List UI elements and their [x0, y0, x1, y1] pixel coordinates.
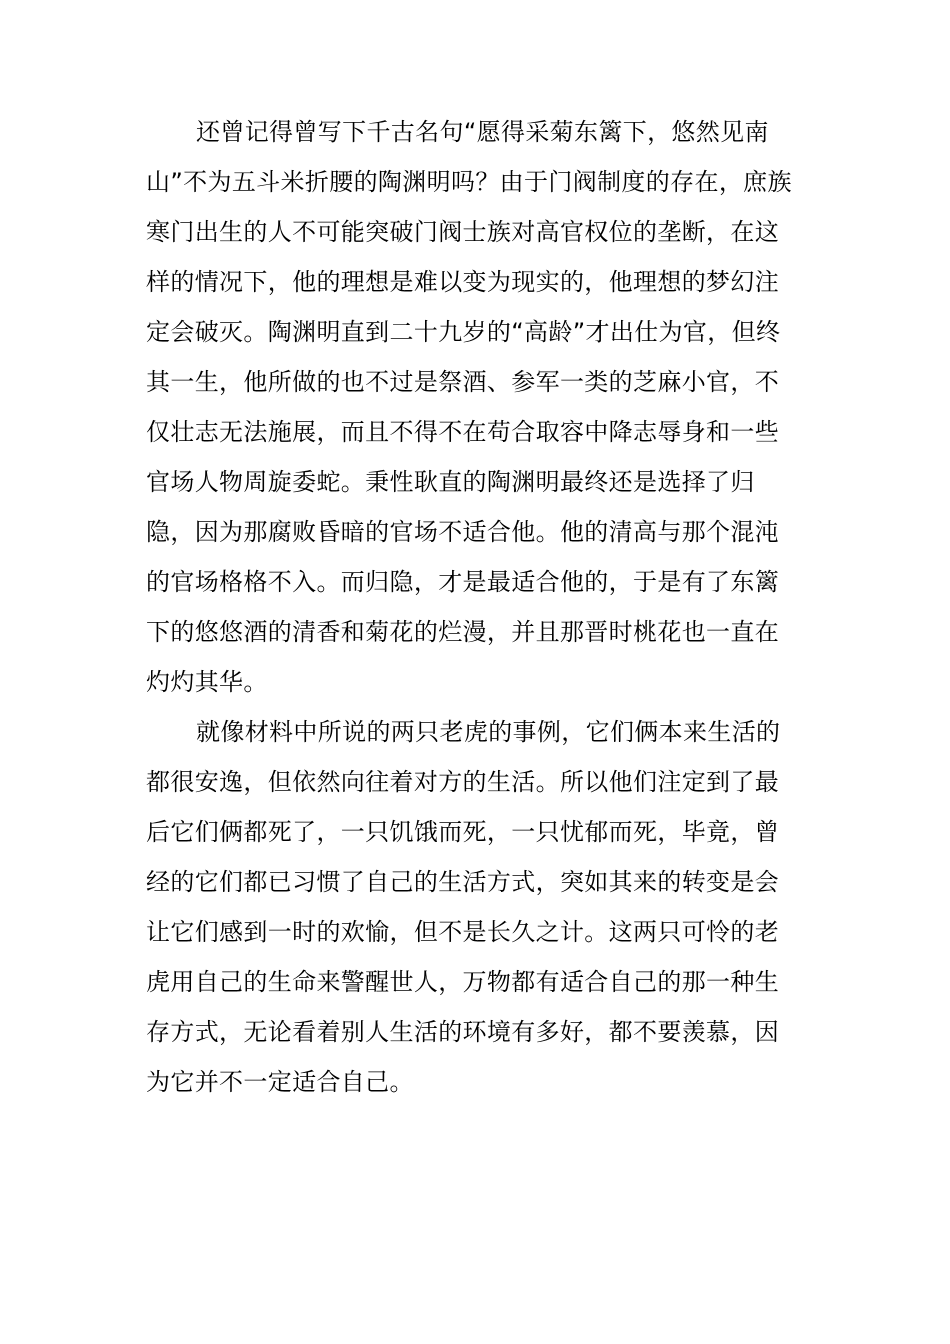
paragraph-line: 就像材料中所说的两只老虎的事例，它们俩本来生活的: [196, 718, 781, 746]
paragraph-line: 山”不为五斗米折腰的陶渊明吗？由于门阀制度的存在，庶族: [146, 168, 792, 196]
paragraph-line: 仅壮志无法施展，而且不得不在苟合取容中降志辱身和一些: [146, 418, 780, 446]
paragraph-line: 的官场格格不入。而归隐，才是最适合他的，于是有了东篱: [146, 568, 780, 596]
paragraph-line: 定会破灭。陶渊明直到二十九岁的“高龄”才出仕为官，但终: [146, 318, 781, 346]
paragraph-line: 官场人物周旋委蛇。秉性耿直的陶渊明最终还是选择了归: [146, 468, 755, 496]
paragraph-line: 存方式，无论看着别人生活的环境有多好，都不要羡慕，因: [146, 1018, 780, 1046]
paragraph-line: 经的它们都已习惯了自己的生活方式，突如其来的转变是会: [146, 868, 780, 896]
paragraph-line: 灼灼其华。: [146, 668, 268, 696]
paragraph-line: 下的悠悠酒的清香和菊花的烂漫，并且那晋时桃花也一直在: [146, 618, 780, 646]
paragraph-line: 样的情况下，他的理想是难以变为现实的，他理想的梦幻注: [146, 268, 780, 296]
paragraph-line: 隐，因为那腐败昏暗的官场不适合他。他的清高与那个混沌: [146, 518, 780, 546]
paragraph-line: 为它并不一定适合自己。: [146, 1068, 414, 1096]
paragraph-line: 其一生，他所做的也不过是祭酒、参军一类的芝麻小官，不: [146, 368, 780, 396]
paragraph-line: 还曾记得曾写下千古名句“愿得采菊东篱下，悠然见南: [196, 118, 769, 146]
paragraph-line: 寒门出生的人不可能突破门阀士族对高官权位的垄断，在这: [146, 218, 780, 246]
paragraph-line: 让它们感到一时的欢愉，但不是长久之计。这两只可怜的老: [146, 918, 780, 946]
paragraph-line: 后它们俩都死了，一只饥饿而死，一只忧郁而死，毕竟，曾: [146, 818, 780, 846]
paragraph-line: 都很安逸，但依然向往着对方的生活。所以他们注定到了最: [146, 768, 780, 796]
paragraph-line: 虎用自己的生命来警醒世人，万物都有适合自己的那一种生: [146, 968, 780, 996]
